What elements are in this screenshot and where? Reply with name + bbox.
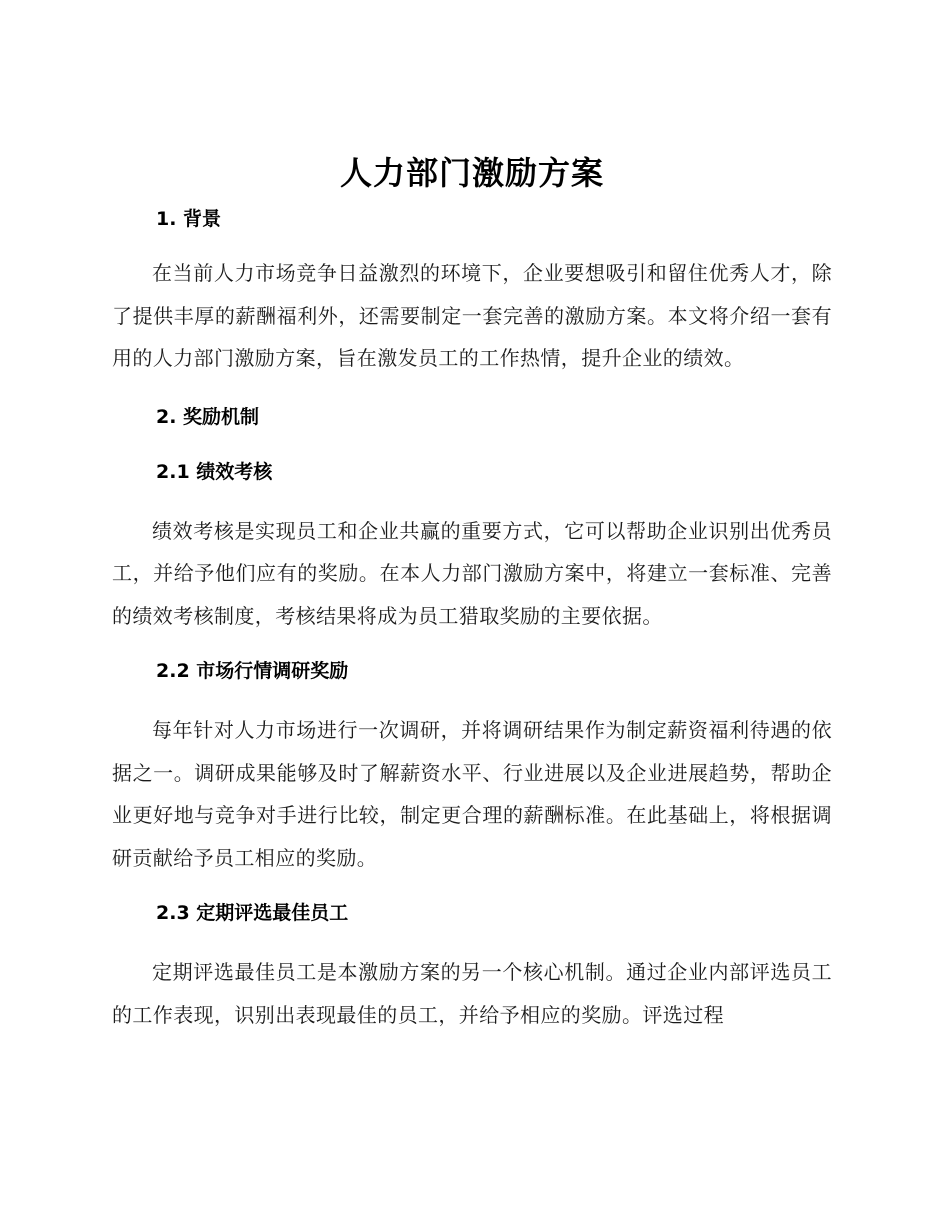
subsection-heading-market-research: 2.2 市场行情调研奖励 <box>156 660 349 682</box>
paragraph-best-employee: 定期评选最佳员工是本激励方案的另一个核心机制。通过企业内部评选员工的工作表现，识别出表现最佳的员工，并给予相应的奖励。评选过程 <box>112 960 832 1027</box>
paragraph-background: 在当前人力市场竞争日益激烈的环境下，企业要想吸引和留住优秀人才，除了提供丰厚的薪酬福利外，还需要制定一套完善的激励方案。本文将介绍一套有用的人力部门激励方案，旨在激发员工的工作热情，提升企业的绩效。 <box>112 261 832 370</box>
document-body <box>112 150 832 1036</box>
paragraph-performance-review: 绩效考核是实现员工和企业共赢的重要方式，它可以帮助企业识别出优秀员工，并给予他们应有的奖励。在本人力部门激励方案中，将建立一套标准、完善的绩效考核制度，考核结果将成为员工猎取奖励的主要依据。 <box>112 518 832 628</box>
paragraph-market-research: 每年针对人力市场进行一次调研，并将调研结果作为制定薪资福利待遇的依据之一。调研成果能够及时了解薪资水平、行业进展以及企业进展趋势，帮助企业更好地与竞争对手进行比较，制定更合理的薪酬标准。在此基础上，将根据调研贡献给予员工相应的奖励。 <box>112 718 832 870</box>
subsection-heading-performance-review: 2.1 绩效考核 <box>156 460 273 483</box>
section-heading-reward-mechanism: 2. 奖励机制 <box>156 405 260 428</box>
document-title: 人力部门激励方案 <box>339 154 604 192</box>
section-heading-background: 1. 背景 <box>156 208 222 230</box>
subsection-heading-best-employee: 2.3 定期评选最佳员工 <box>156 902 349 924</box>
